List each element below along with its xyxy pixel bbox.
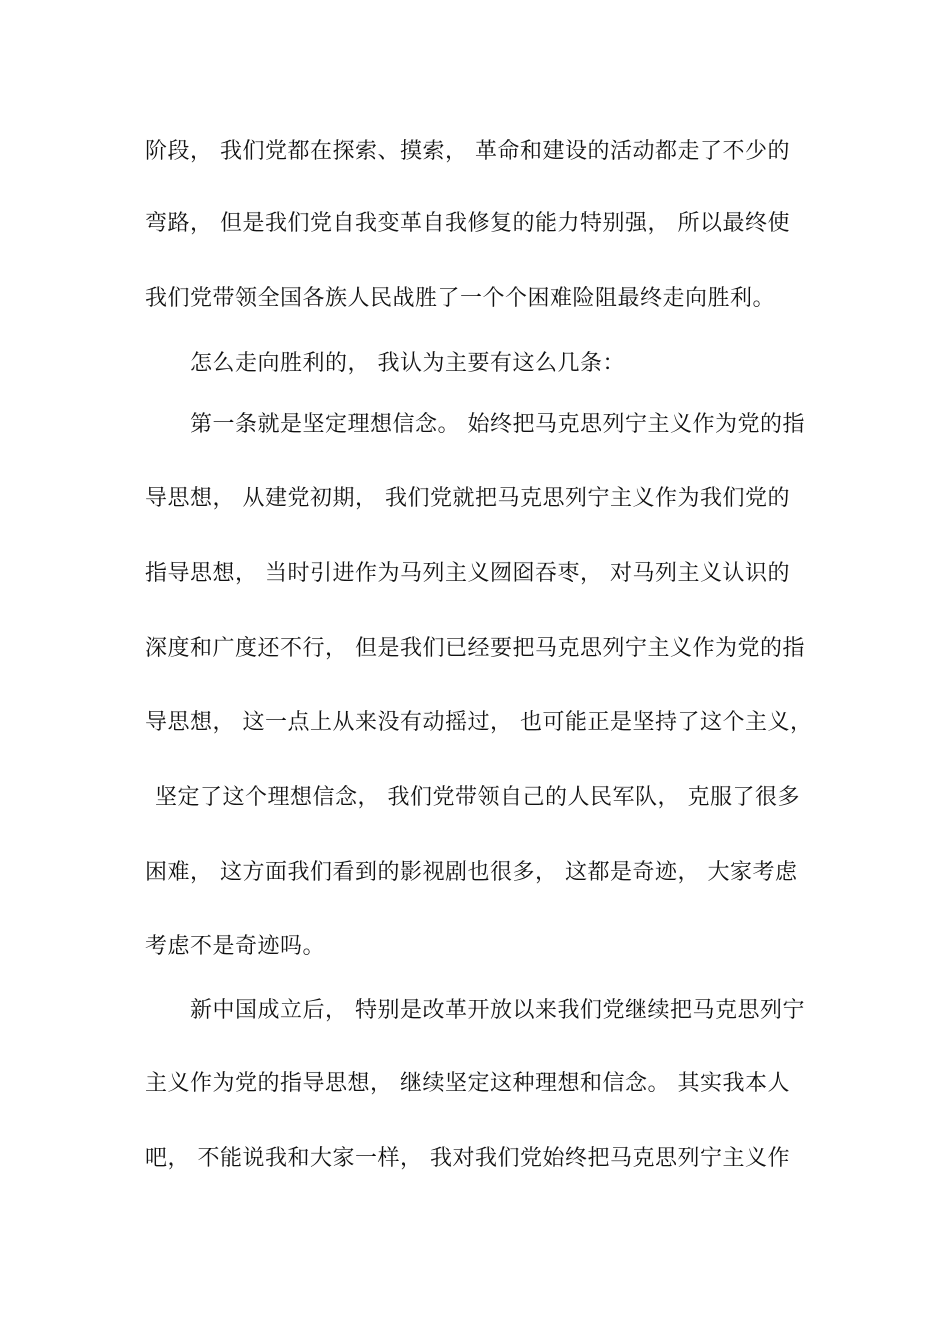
paragraph-start-line: 第一条就是坚定理想信念。 始终把马克思列宁主义作为党的指 (190, 412, 805, 437)
text-line: 指导思想， 当时引进作为马列主义囫囵吞枣， 对马列主义认识的 (145, 561, 790, 586)
text-line: 阶段， 我们党都在探索、摸索， 革命和建设的活动都走了不少的 (145, 139, 790, 164)
text-line: 困难， 这方面我们看到的影视剧也很多， 这都是奇迹， 大家考虑 (145, 860, 798, 885)
text-line: 深度和广度还不行， 但是我们已经要把马克思列宁主义作为党的指 (145, 636, 805, 661)
text-line: 导思想， 这一点上从来没有动摇过， 也可能正是坚持了这个主义， (145, 710, 813, 735)
text-line: 主义作为党的指导思想， 继续坚定这种理想和信念。 其实我本人 (145, 1071, 790, 1096)
paragraph-start-line: 新中国成立后， 特别是改革开放以来我们党继续把马克思列宁 (190, 998, 805, 1023)
text-line: 导思想， 从建党初期， 我们党就把马克思列宁主义作为我们党的 (145, 486, 790, 511)
text-line: 坚定了这个理想信念， 我们党带领自己的人民军队， 克服了很多 (155, 785, 800, 810)
text-line: 吧， 不能说我和大家一样， 我对我们党始终把马克思列宁主义作 (145, 1146, 790, 1171)
text-line: 我们党带领全国各族人民战胜了一个个困难险阻最终走向胜利。 (145, 286, 776, 311)
text-line: 考虑不是奇迹吗。 (145, 934, 326, 959)
paragraph-start-line: 怎么走向胜利的， 我认为主要有这么几条： (190, 351, 625, 376)
text-line: 弯路， 但是我们党自我变革自我修复的能力特别强， 所以最终使 (145, 211, 790, 236)
